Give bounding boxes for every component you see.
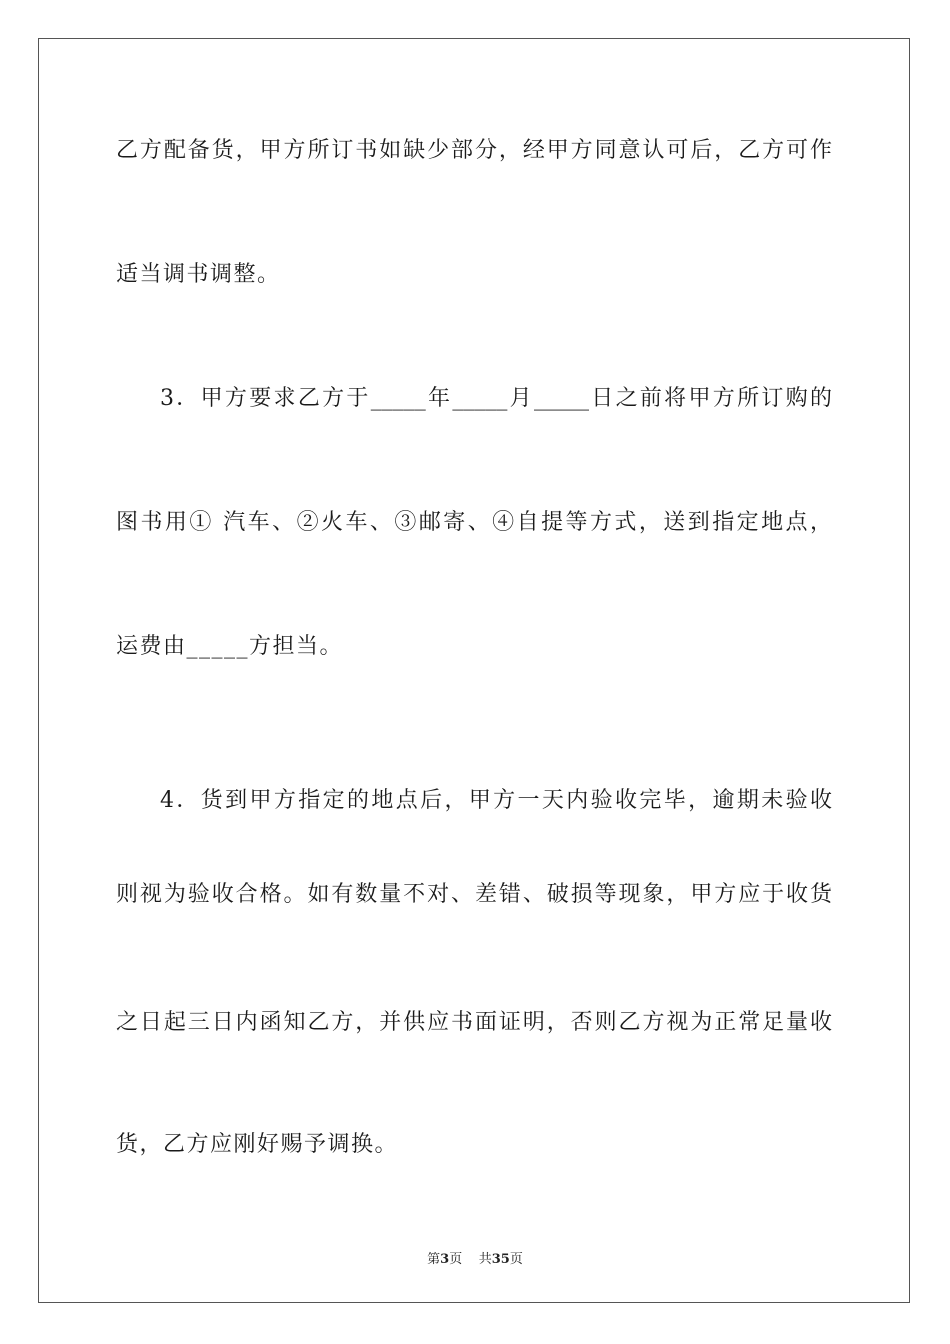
footer-total-prefix: 共 [478,1252,492,1267]
page-frame [38,38,910,1303]
footer-page-prefix: 第 [427,1252,441,1267]
footer-page-number: 3 [440,1252,450,1267]
footer-total-suffix: 页 [509,1252,523,1267]
paragraph-line-3: 3．甲方要求乙方于_____年_____月_____日之前将甲方所订购的 [160,386,832,411]
paragraph-line-7: 则视为验收合格。如有数量不对、差错、破损等现象，甲方应于收货 [116,882,832,907]
page-footer [0,1248,950,1267]
footer-page-suffix: 页 [449,1252,463,1267]
footer-total-pages: 35 [491,1252,510,1267]
paragraph-line-1: 乙方配备货，甲方所订书如缺少部分，经甲方同意认可后，乙方可作 [116,138,832,163]
paragraph-line-5: 运费由_____方担当。 [116,634,344,659]
paragraph-line-4: 图书用① 汽车、②火车、③邮寄、④自提等方式，送到指定地点， [116,510,832,535]
paragraph-line-6: 4．货到甲方指定的地点后，甲方一天内验收完毕，逾期未验收 [160,788,832,813]
paragraph-line-2: 适当调书调整。 [116,262,281,287]
paragraph-line-9: 货，乙方应刚好赐予调换。 [116,1132,399,1157]
paragraph-line-8: 之日起三日内函知乙方，并供应书面证明，否则乙方视为正常足量收 [116,1010,832,1035]
